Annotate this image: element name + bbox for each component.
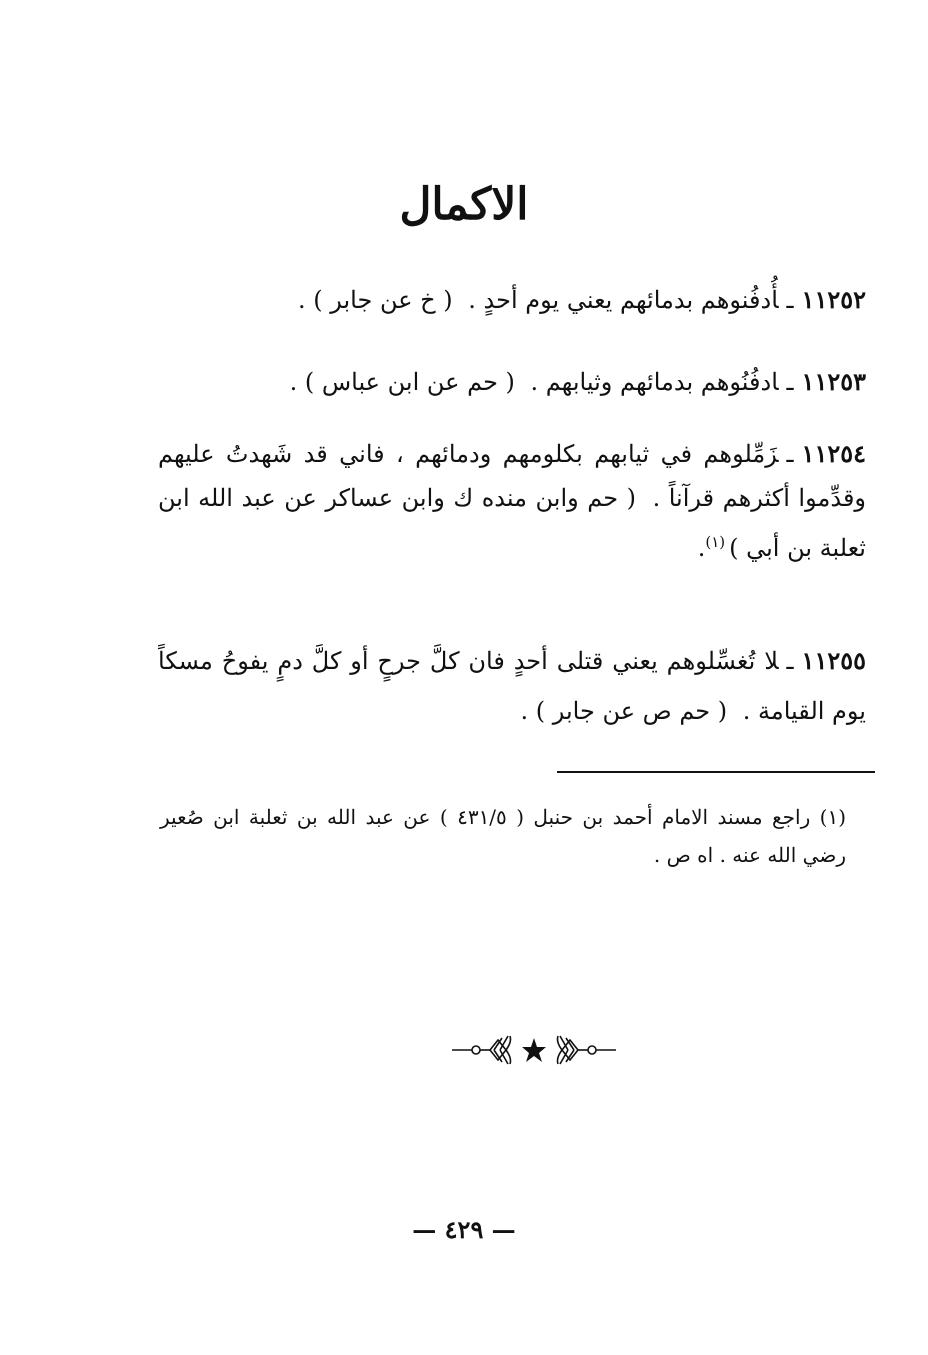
hadith-number: ١١٢٥٤ bbox=[801, 439, 866, 468]
footnote: (١) راجع مسند الامام أحمد بن حنبل ( ٤٣١/٥ ) عن عبد الله بن ثعلبة ابن صُعير رضي الله عنه . اه ص . bbox=[160, 805, 846, 867]
dash-separator: ـ bbox=[786, 286, 794, 314]
footnote-reference: (١) bbox=[705, 533, 726, 551]
hadith-entry bbox=[166, 362, 866, 402]
hadith-entry bbox=[158, 432, 866, 570]
hadith-number: ١١٢٥٣ bbox=[801, 367, 866, 396]
hadith-text: لا تُغسِّلوهم يعني قتلى أحدٍ فان كلَّ جرحٍ أو كلَّ دمٍ يفوحُ مسكاً يوم القيامة . bbox=[158, 647, 866, 725]
section-heading: الاكمال bbox=[399, 179, 529, 230]
end-mark: . bbox=[697, 534, 706, 562]
hadith-source: ( حم ص عن جابر ) . bbox=[520, 697, 728, 725]
dash-separator: ـ bbox=[786, 647, 794, 675]
hadith-entry bbox=[166, 280, 866, 320]
floral-ornament-icon bbox=[450, 1028, 618, 1072]
hadith-number: ١١٢٥٢ bbox=[801, 285, 866, 314]
hadith-text: زَمِّلوهم في ثيابهم بكلومهم ودمائهم ، فاني قد شَهدتُ عليهم وقدِّموا أكثرهم قرآناً . bbox=[158, 440, 867, 512]
hadith-number: ١١٢٥٥ bbox=[801, 646, 866, 675]
page-number: — ٤٢٩ — bbox=[412, 1215, 516, 1244]
hadith-text: أُدفُنوهم بدمائهم يعني يوم أحدٍ . bbox=[468, 286, 779, 314]
hadith-source: ( حم عن ابن عباس ) . bbox=[289, 368, 515, 396]
hadith-source: ( خ عن جابر ) . bbox=[298, 286, 453, 314]
dash-separator: ـ bbox=[786, 368, 794, 396]
footnote-divider bbox=[557, 771, 875, 773]
dash-separator: ـ bbox=[786, 440, 794, 468]
hadith-entry bbox=[158, 636, 866, 736]
hadith-text: ادفُنُوهم بدمائهم وثيابهم . bbox=[530, 368, 779, 396]
hadith-source: ( حم وابن منده ك وابن عساكر عن عبد الله ابن ثعلبة بن أبي ) bbox=[158, 484, 866, 562]
